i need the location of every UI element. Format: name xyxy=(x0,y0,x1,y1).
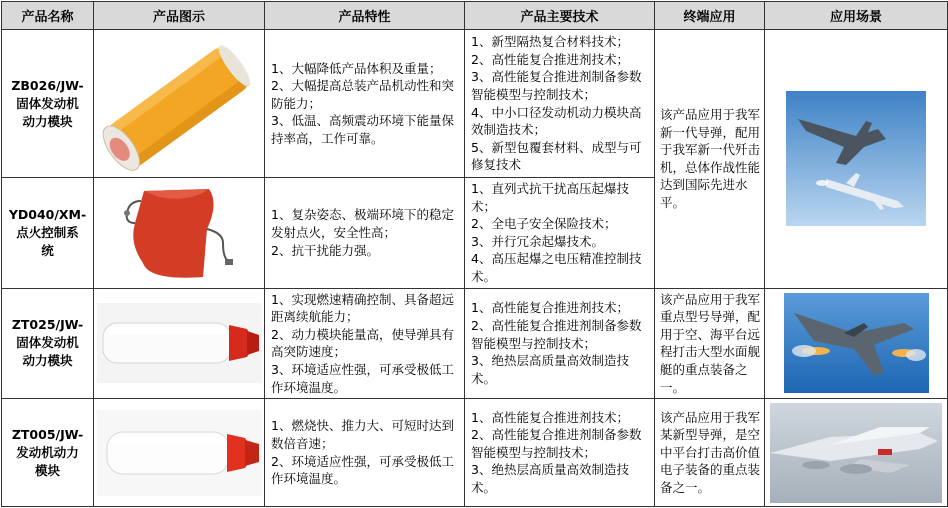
orange-motor-module-image xyxy=(97,33,262,175)
table-row xyxy=(2,399,948,507)
product-name: ZT005/JW- 发动机动力 模块 xyxy=(2,399,94,507)
white-motor-module-image xyxy=(97,303,262,383)
product-features: 1、实现燃速精确控制、具备超远距离续航能力； 2、动力模块能量高，使导弹具有高突防速度； 3、环境适应性强，可承受极低工作环境温度。 xyxy=(265,288,465,399)
table-row xyxy=(2,288,948,399)
fighter-firing-scene-image xyxy=(784,293,929,393)
red-ignition-control-image xyxy=(119,183,239,283)
product-name: ZT025/JW- 固体发动机 动力模块 xyxy=(2,288,94,399)
product-table xyxy=(1,1,948,507)
product-features: 1、复杂姿态、极端环境下的稳定发射点火，安全性高； 2、抗干扰能力强。 xyxy=(265,178,465,289)
product-features: 1、大幅降低产品体积及重量； 2、大幅提高总装产品机动性和突防能力； 3、低温、高频震动环境下能量保持率高，工作可靠。 xyxy=(265,30,465,178)
header-main-tech: 产品主要技术 xyxy=(465,2,655,30)
scene-image-cell xyxy=(765,30,948,289)
scene-image-cell xyxy=(765,288,948,399)
header-application-scene: 应用场景 xyxy=(765,2,948,30)
header-product-image: 产品图示 xyxy=(94,2,265,30)
fighter-missile-scene-image xyxy=(786,91,926,226)
scene-image-cell xyxy=(765,399,948,507)
product-name: YD040/XM- 点火控制系 统 xyxy=(2,178,94,289)
product-features: 1、燃烧快、推力大、可短时达到数倍音速； 2、环境适应性强，可承受极低工作环境温度。 xyxy=(265,399,465,507)
white-red-motor-module-image xyxy=(97,410,262,496)
product-tech: 1、新型隔热复合材料技术； 2、高性能复合推进剂技术； 3、高性能复合推进剂制备参数智能模型与控制技术； 4、中小口径发动机动力模块高效制造技术； 5、新型包覆套材料、成型与可修复技术 xyxy=(465,30,655,178)
header-end-application: 终端应用 xyxy=(655,2,765,30)
end-application: 该产品应用于我军新一代导弹，配用于我军新一代歼击机，总体作战性能达到国际先进水平。 xyxy=(655,30,765,289)
bomber-aircraft-scene-image xyxy=(770,403,942,503)
product-image-cell xyxy=(94,178,265,289)
product-tech: 1、高性能复合推进剂技术； 2、高性能复合推进剂制备参数智能模型与控制技术； 3、绝热层高质量高效制造技术。 xyxy=(465,288,655,399)
product-image-cell xyxy=(94,288,265,399)
end-application: 该产品应用于我军重点型号导弹，配用于空、海平台远程打击大型水面舰艇的重点装备之一。 xyxy=(655,288,765,399)
product-tech: 1、直列式抗干扰高压起爆技术； 2、全电子安全保险技术； 3、并行冗余起爆技术。 4、高压起爆之电压精准控制技术。 xyxy=(465,178,655,289)
product-image-cell xyxy=(94,30,265,178)
header-product-name: 产品名称 xyxy=(2,2,94,30)
table-header-row xyxy=(2,2,948,30)
header-product-features: 产品特性 xyxy=(265,2,465,30)
table-row xyxy=(2,30,948,178)
product-tech: 1、高性能复合推进剂技术； 2、高性能复合推进剂制备参数智能模型与控制技术； 3、绝热层高质量高效制造技术。 xyxy=(465,399,655,507)
product-image-cell xyxy=(94,399,265,507)
end-application: 该产品应用于我军某新型导弹，是空中平台打击高价值电子装备的重点装备之一。 xyxy=(655,399,765,507)
product-name: ZB026/JW- 固体发动机 动力模块 xyxy=(2,30,94,178)
